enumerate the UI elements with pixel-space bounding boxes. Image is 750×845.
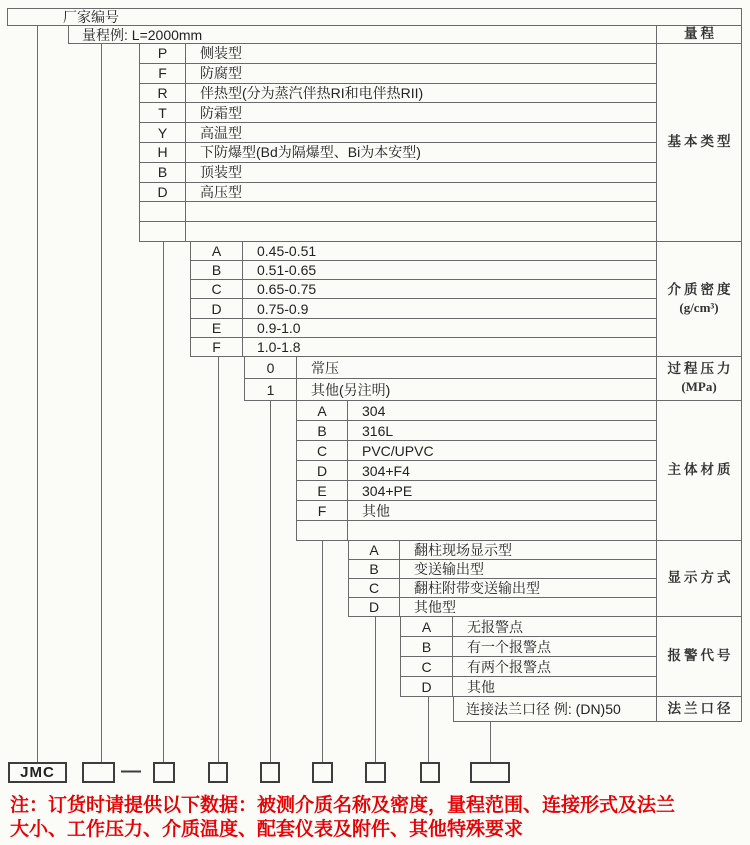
code-cell: Y <box>139 123 186 143</box>
table-row <box>296 401 657 421</box>
code-cell: C <box>190 280 243 299</box>
desc-cell: 伴热型(分为蒸汽伴热RI和电伴热RII) <box>186 84 657 104</box>
desc-cell: 1.0-1.8 <box>243 338 657 357</box>
table-row <box>139 103 657 123</box>
connector-line-flange <box>490 722 491 762</box>
factory-code-label: 厂家编号 <box>63 9 119 25</box>
desc-cell: 无报警点 <box>453 617 657 637</box>
code-cell: A <box>348 541 400 560</box>
code-cell: E <box>190 319 243 338</box>
connector-line-pressure <box>270 401 271 762</box>
code-cell: B <box>348 560 400 579</box>
code-box-flange <box>470 762 510 783</box>
connector-line-basic-type <box>163 242 164 762</box>
range-label-cell <box>657 26 742 44</box>
code-cell: A <box>296 401 348 421</box>
desc-cell <box>186 222 657 242</box>
code-cell: B <box>400 637 453 657</box>
ordering-note <box>10 794 746 842</box>
code-box-range <box>82 762 115 783</box>
table-row <box>400 617 657 637</box>
basic-type-label: 基本类型 <box>667 134 734 150</box>
table-row <box>190 261 657 280</box>
table-row <box>190 338 657 357</box>
code-cell: 0 <box>244 357 297 379</box>
connector-line-material <box>322 541 323 762</box>
table-row <box>139 183 657 203</box>
desc-cell: 304+F4 <box>348 461 657 481</box>
model-code-separator-dash: — <box>121 759 141 782</box>
connector-line-density <box>218 357 219 762</box>
medium-density-label-cell <box>657 242 742 357</box>
code-cell: F <box>139 64 186 84</box>
code-cell: D <box>400 677 453 697</box>
connector-line-alarm <box>428 697 429 762</box>
desc-cell: 翻柱现场显示型 <box>400 541 657 560</box>
desc-cell: 高温型 <box>186 123 657 143</box>
desc-cell: 防霜型 <box>186 103 657 123</box>
factory-code-box <box>7 8 742 26</box>
table-row <box>296 501 657 521</box>
code-cell <box>139 202 186 222</box>
code-cell: A <box>400 617 453 637</box>
code-cell: F <box>190 338 243 357</box>
display-mode-label-cell <box>657 541 742 617</box>
section-basic-type <box>139 44 657 242</box>
code-cell: A <box>190 242 243 261</box>
desc-cell: 304+PE <box>348 481 657 501</box>
process-pressure-label: 过程压力 <box>667 361 734 377</box>
desc-cell: 防腐型 <box>186 64 657 84</box>
model-prefix: JMC <box>20 764 55 781</box>
range-example-cell <box>68 26 657 44</box>
medium-density-label: 介质密度 <box>667 281 734 297</box>
range-label: 量程 <box>684 26 717 42</box>
code-cell: H <box>139 143 186 163</box>
ordering-note-line2: 大小、工作压力、介质温度、配套仪表及附件、其他特殊要求 <box>10 819 524 840</box>
code-box-pressure <box>260 762 280 783</box>
table-row <box>296 521 657 541</box>
flange-size-label: 法兰口径 <box>667 700 734 716</box>
desc-cell: 侧装型 <box>186 44 657 64</box>
basic-type-label-cell <box>657 44 742 242</box>
flange-size-cell <box>453 697 657 722</box>
code-cell: F <box>296 501 348 521</box>
desc-cell: 0.75-0.9 <box>243 299 657 318</box>
code-cell: B <box>296 421 348 441</box>
desc-cell: PVC/UPVC <box>348 441 657 461</box>
table-row <box>296 441 657 461</box>
code-cell: E <box>296 481 348 501</box>
code-cell: C <box>400 657 453 677</box>
code-cell: R <box>139 84 186 104</box>
desc-cell: 0.45-0.51 <box>243 242 657 261</box>
desc-cell: 下防爆型(Bd为隔爆型、Bi为本安型) <box>186 143 657 163</box>
desc-cell: 翻柱附带变送输出型 <box>400 579 657 598</box>
alarm-code-label: 报警代号 <box>667 648 734 664</box>
desc-cell: 其他(另注明) <box>297 379 657 401</box>
section-display-mode <box>348 541 657 617</box>
table-row <box>296 481 657 501</box>
table-row <box>400 637 657 657</box>
table-row <box>244 357 657 379</box>
code-cell: C <box>296 441 348 461</box>
table-row <box>400 677 657 697</box>
desc-cell: 有一个报警点 <box>453 637 657 657</box>
table-row <box>139 202 657 222</box>
flange-size-label-cell <box>657 697 742 722</box>
model-prefix-box <box>8 762 67 783</box>
table-row <box>244 379 657 401</box>
connector-line-factory <box>37 26 38 762</box>
code-box-material <box>312 762 333 783</box>
table-row <box>348 598 657 617</box>
desc-cell: 其他型 <box>400 598 657 617</box>
desc-cell: 0.51-0.65 <box>243 261 657 280</box>
table-row <box>190 319 657 338</box>
desc-cell: 高压型 <box>186 183 657 203</box>
code-box-display <box>365 762 386 783</box>
section-alarm-code <box>400 617 657 697</box>
connector-line-range <box>101 44 102 762</box>
table-row <box>139 84 657 104</box>
table-row <box>400 657 657 677</box>
code-cell: B <box>190 261 243 280</box>
code-cell <box>139 222 186 242</box>
desc-cell: 304 <box>348 401 657 421</box>
table-row <box>190 242 657 261</box>
section-medium-density <box>190 242 657 357</box>
code-box-alarm <box>420 762 440 783</box>
flange-size-text: 连接法兰口径 例: (DN)50 <box>466 701 621 717</box>
code-cell: B <box>139 163 186 183</box>
desc-cell: 有两个报警点 <box>453 657 657 677</box>
code-cell: D <box>296 461 348 481</box>
desc-cell <box>186 202 657 222</box>
connector-line-display <box>375 617 376 762</box>
section-body-material <box>296 401 657 541</box>
table-row <box>139 123 657 143</box>
ordering-note-line1: 注：订货时请提供以下数据：被测介质名称及密度，量程范围、连接形式及法兰 <box>10 795 676 816</box>
code-box-basic-type <box>153 762 175 783</box>
body-material-label-cell <box>657 401 742 541</box>
table-row <box>348 579 657 598</box>
code-cell: 1 <box>244 379 297 401</box>
table-row <box>139 64 657 84</box>
table-row <box>190 299 657 318</box>
table-row <box>190 280 657 299</box>
table-row <box>139 44 657 64</box>
table-row <box>139 222 657 242</box>
code-cell: D <box>139 183 186 203</box>
table-row <box>348 560 657 579</box>
alarm-code-label-cell <box>657 617 742 697</box>
table-row <box>348 541 657 560</box>
table-row <box>139 143 657 163</box>
code-box-density <box>208 762 228 783</box>
desc-cell: 0.65-0.75 <box>243 280 657 299</box>
table-row <box>139 163 657 183</box>
code-cell <box>296 521 348 541</box>
desc-cell: 其他 <box>348 501 657 521</box>
table-row <box>296 421 657 441</box>
code-cell: C <box>348 579 400 598</box>
code-cell: D <box>190 299 243 318</box>
code-cell: T <box>139 103 186 123</box>
desc-cell: 顶装型 <box>186 163 657 183</box>
desc-cell: 316L <box>348 421 657 441</box>
code-cell: P <box>139 44 186 64</box>
desc-cell: 其他 <box>453 677 657 697</box>
desc-cell <box>348 521 657 541</box>
section-process-pressure <box>244 357 657 401</box>
desc-cell: 变送输出型 <box>400 560 657 579</box>
medium-density-unit: (g/cm³) <box>679 299 719 315</box>
desc-cell: 0.9-1.0 <box>243 319 657 338</box>
process-pressure-unit: (MPa) <box>681 379 717 395</box>
body-material-label: 主体材质 <box>667 462 734 478</box>
display-mode-label: 显示方式 <box>667 570 734 586</box>
process-pressure-label-cell <box>657 357 742 401</box>
range-example-text: 量程例: L=2000mm <box>82 26 203 43</box>
code-cell: D <box>348 598 400 617</box>
desc-cell: 常压 <box>297 357 657 379</box>
table-row <box>296 461 657 481</box>
